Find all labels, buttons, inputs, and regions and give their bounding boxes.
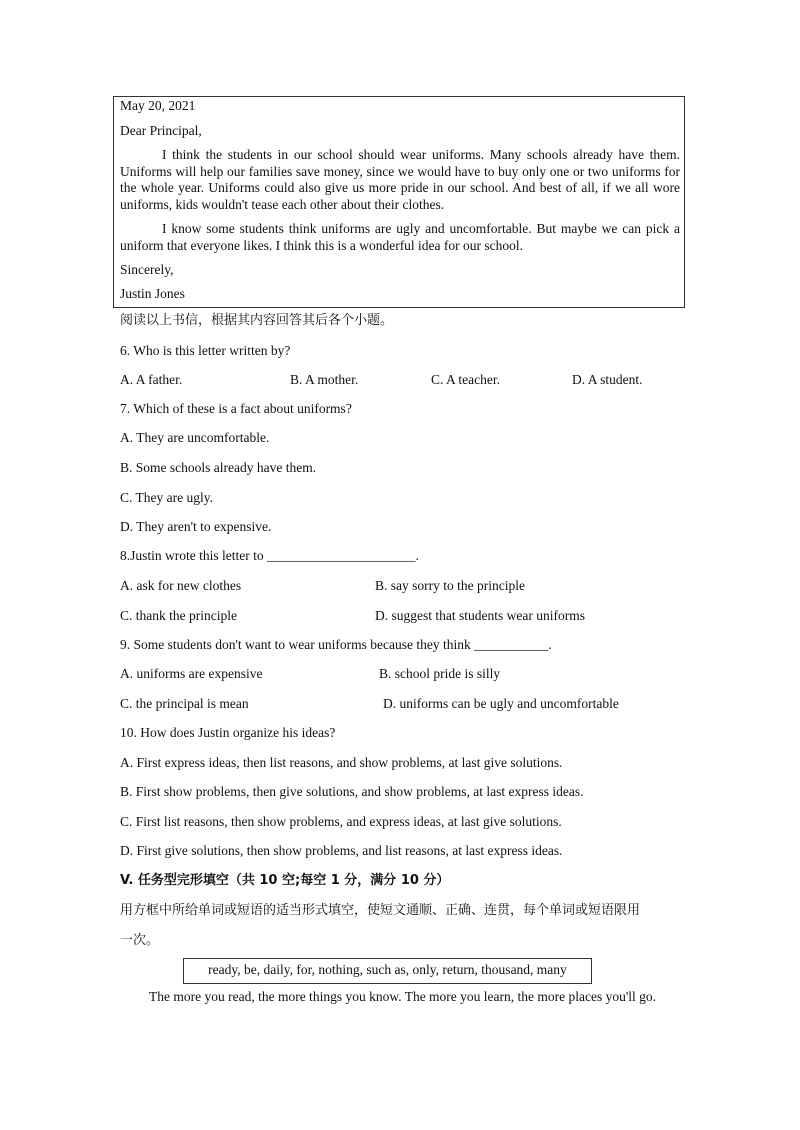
q6-stem: 6. Who is this letter written by? [120,343,291,358]
q9-option-a: A. uniforms are expensive [120,666,263,681]
q7-option-b: B. Some schools already have them. [120,460,317,475]
q7-option-c: C. They are ugly. [120,490,213,505]
passage-first-line: The more you read, the more things you know. The more you learn, the more places you'll go. [149,989,657,1004]
letter-paragraph-1: I think the students in our school should wear uniforms. Many schools already have them. Uniforms will help our families save money, since we would have to buy only one or two uniforms for the whole year. Uniforms could also give us more pride in our school. And best of all, if we all wore uniforms, kids wouldn't tease each other about their clothes. [120,147,680,212]
q8-stem: 8.Justin wrote this letter to ______________________. [120,548,419,563]
section-instruction-line-1: 用方框中所给单词或短语的适当形式填空，使短文通顺、正确、连贯，每个单词或短语限用 [120,903,641,918]
q9-option-c: C. the principal is mean [120,696,249,711]
q10-option-b: B. First show problems, then give solutions, and show problems, at last express ideas. [120,784,584,799]
word-bank-box: ready, be, daily, for, nothing, such as, only, return, thousand, many [183,958,592,984]
q6-option-c: C. A teacher. [431,372,500,387]
q7-stem: 7. Which of these is a fact about uniforms? [120,401,352,416]
q10-option-a: A. First express ideas, then list reasons, and show problems, at last give solutions. [120,755,563,770]
q6-option-a: A. A father. [120,372,183,387]
q8-option-d: D. suggest that students wear uniforms [375,608,585,623]
q10-stem: 10. How does Justin organize his ideas? [120,725,336,740]
q7-option-a: A. They are uncomfortable. [120,430,270,445]
q10-option-c: C. First list reasons, then show problems, and express ideas, at last give solutions. [120,814,562,829]
q7-option-d: D. They aren't to expensive. [120,519,272,534]
q6-option-d: D. A student. [572,372,643,387]
letter-closing: Sincerely, [120,262,174,277]
q9-option-b: B. school pride is silly [379,666,501,681]
letter-greeting: Dear Principal, [120,123,202,138]
q9-stem: 9. Some students don't want to wear uniforms because they think ___________. [120,637,552,652]
letter-date: May 20, 2021 [120,98,196,113]
letter-signature: Justin Jones [120,286,185,301]
section-instruction-line-2: 一次。 [120,933,160,948]
q8-option-a: A. ask for new clothes [120,578,242,593]
q8-option-c: C. thank the principle [120,608,237,623]
letter-paragraph-2: I know some students think uniforms are ugly and uncomfortable. But maybe we can pick a uniform that everyone likes. I think this is a wonderful idea for our school. [120,221,680,253]
q6-option-b: B. A mother. [290,372,359,387]
q8-option-b: B. say sorry to the principle [375,578,525,593]
q9-option-d: D. uniforms can be ugly and uncomfortable [383,696,619,711]
q10-option-d: D. First give solutions, then show problems, and list reasons, at last express ideas. [120,843,563,858]
section-heading: V. 任务型完形填空（共 10 空;每空 1 分，满分 10 分） [120,873,450,888]
reading-instruction: 阅读以上书信，根据其内容回答其后各个小题。 [120,313,394,328]
